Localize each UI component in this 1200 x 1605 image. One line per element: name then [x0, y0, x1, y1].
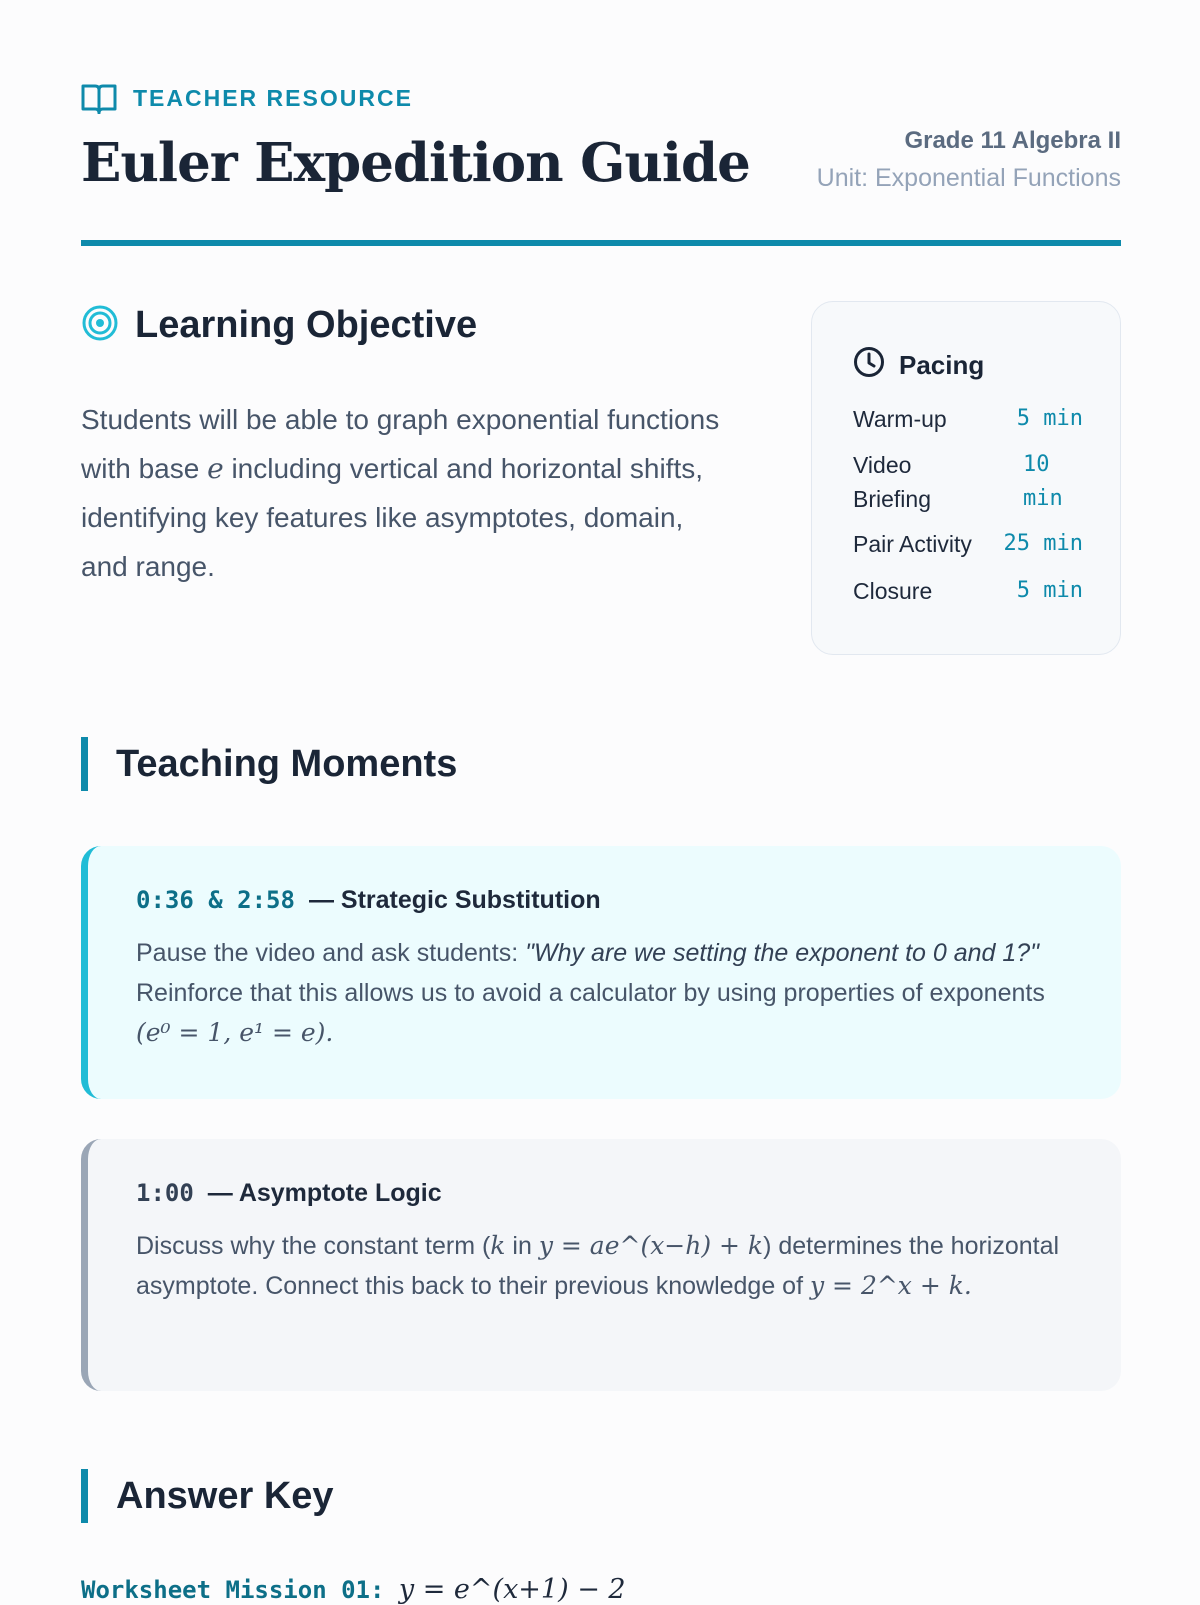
moment-body — [136, 1226, 1077, 1306]
pacing-title: Pacing — [899, 350, 985, 380]
objective-text — [81, 395, 721, 591]
moment-variable: k — [490, 1231, 506, 1260]
book-icon — [81, 82, 117, 114]
moment-text: Pause the video and ask students: — [136, 939, 519, 967]
pacing-label: Closure — [853, 578, 933, 604]
pacing-value: 25 min — [1003, 531, 1083, 556]
moment-quote: "Why are we setting the exponent to 0 and 1?" — [525, 939, 1040, 967]
pacing-row — [853, 448, 1083, 516]
course-meta — [817, 124, 1121, 198]
moment-formula: y = 2^x + k. — [809, 1271, 972, 1300]
header-divider — [81, 240, 1121, 246]
moment-text: ) determines the horizontal asymptote. Connect this back to their previous knowledge of — [136, 1232, 1060, 1300]
answer-key-heading — [81, 1469, 334, 1523]
objective-title: Learning Objective — [135, 304, 478, 346]
pacing-row — [853, 527, 1083, 561]
pacing-card — [811, 301, 1121, 655]
moment-timestamp: 0:36 & 2:58 — [136, 886, 295, 914]
pacing-value: 5 min — [1016, 406, 1083, 431]
pacing-label: Video Briefing — [853, 452, 931, 512]
teaching-moments-heading — [81, 737, 457, 791]
objective-text-end: including vertical and horizontal shifts, identifying key features like asymptotes, domain, and range. — [81, 453, 704, 582]
moment-formula: (e⁰ = 1, e¹ = e). — [136, 1018, 334, 1047]
pacing-value: 10 min — [1023, 452, 1063, 511]
worksheet-mission — [81, 1574, 626, 1605]
pacing-heading — [853, 346, 984, 385]
moment-title: — Strategic Substitution — [308, 886, 601, 914]
objective-heading — [81, 304, 477, 347]
teaching-moments-title: Teaching Moments — [116, 742, 458, 785]
moment-text: in — [512, 1232, 532, 1260]
mission-label: Worksheet Mission 01: — [81, 1576, 385, 1604]
objective-base: e — [207, 452, 224, 485]
moment-timestamp: 1:00 — [136, 1179, 194, 1207]
answer-key-title: Answer Key — [116, 1474, 334, 1517]
pacing-row — [853, 402, 1083, 436]
moment-formula: y = ae^(x−h) + k — [538, 1231, 764, 1260]
eyebrow-text: TEACHER RESOURCE — [133, 84, 413, 111]
page-title: Euler Expedition Guide — [81, 132, 750, 194]
moment-header — [136, 1179, 1077, 1208]
target-icon — [81, 304, 119, 347]
moment-text: Discuss why the constant term ( — [136, 1232, 491, 1260]
moment-text: Reinforce that this allows us to avoid a calculator by using properties of exponents — [136, 979, 1045, 1007]
section-accent-bar — [81, 737, 88, 791]
grade-label: Grade 11 Algebra II — [904, 127, 1121, 154]
objective-text-start: Students will be able to graph exponential functions with base — [81, 404, 720, 484]
pacing-label: Warm-up — [853, 406, 947, 432]
pacing-row — [853, 574, 1083, 608]
clock-icon — [853, 346, 885, 385]
pacing-label: Pair Activity — [853, 531, 972, 557]
mission-formula: y = e^(x+1) − 2 — [398, 1574, 626, 1605]
unit-label: Unit: Exponential Functions — [816, 164, 1121, 192]
section-accent-bar — [81, 1469, 88, 1523]
pacing-value: 5 min — [1016, 578, 1083, 603]
teaching-moment-card — [81, 1139, 1121, 1391]
resource-label — [81, 82, 413, 114]
moment-body — [136, 933, 1077, 1053]
teaching-moment-card — [81, 846, 1121, 1099]
moment-title: — Asymptote Logic — [207, 1179, 442, 1207]
moment-header — [136, 886, 1077, 915]
